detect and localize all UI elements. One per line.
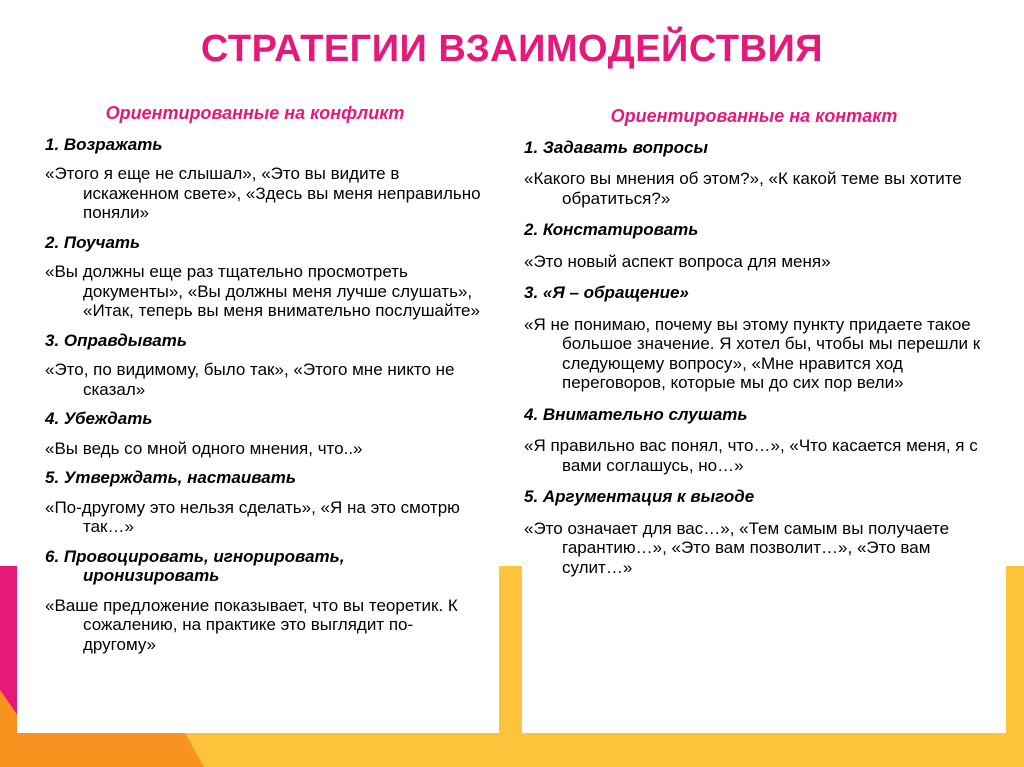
slide-title: СТРАТЕГИИ ВЗАИМОДЕЙСТВИЯ (200, 28, 824, 70)
strategy-title: 2. Поучать (45, 232, 141, 252)
strategy-quote: «Ваше предложение показывает, что вы теоретик. К сожалению, на практике это выглядит по-другому» (45, 595, 458, 654)
strategy-quote: «Это означает для вас…», «Тем самым вы получаете гарантию…», «Это вам позволит…», «Это вам сулит…» (524, 518, 950, 577)
strategy-title: 3. «Я – обращение» (524, 283, 689, 302)
strategy-title: 2. Констатировать (524, 220, 699, 239)
strategy-title: 4. Убеждать (45, 409, 153, 428)
contact-column (524, 107, 984, 589)
strategy-quote: «По-другому это нельзя сделать», «Я на это смотрю так…» (45, 497, 460, 536)
strategy-quote: «Вы ведь со мной одного мнения, что..» (45, 438, 363, 458)
strategy-quote: «Вы должны еще раз тщательно просмотреть документы», «Вы должны меня лучше слушать», «Итак, теперь вы меня внимательно послушайте» (45, 262, 480, 320)
strategy-quote: «Это новый аспект вопроса для меня» (524, 251, 831, 271)
strategy-title: 1. Возражать (45, 134, 163, 154)
strategy-title: 6. Провоцировать, игнорировать, иронизировать (45, 546, 345, 585)
strategy-quote: «Это, по видимому, было так», «Этого мне никто не сказал» (45, 360, 455, 399)
strategy-title: 4. Внимательно слушать (524, 404, 748, 424)
strategy-quote: «Я правильно вас понял, что…», «Что касается меня, я с вами соглашусь, но…» (524, 436, 978, 475)
strategy-quote: «Какого вы мнения об этом?», «К какой теме вы хотите обратиться?» (524, 169, 962, 208)
strategy-title: 1. Задавать вопросы (524, 137, 709, 157)
strategy-title: 5. Утверждать, настаивать (45, 468, 296, 487)
column-heading: Ориентированные на конфликт (105, 103, 405, 123)
column-heading: Ориентированные на контакт (610, 106, 898, 126)
strategy-quote: «Этого я еще не слышал», «Это вы видите в искаженном свете», «Здесь вы меня неправильно поняли» (45, 164, 481, 222)
conflict-column (45, 104, 485, 664)
strategy-title: 5. Аргументация к выгоде (524, 487, 755, 506)
strategy-quote: «Я не понимаю, почему вы этому пункту придаете такое большое значение. Я хотел бы, чтобы мы перешли к следующему вопросу», «Мне нравится ход переговоров, которые мы до сих пор вели» (524, 314, 981, 392)
strategy-title: 3. Оправдывать (45, 330, 187, 350)
